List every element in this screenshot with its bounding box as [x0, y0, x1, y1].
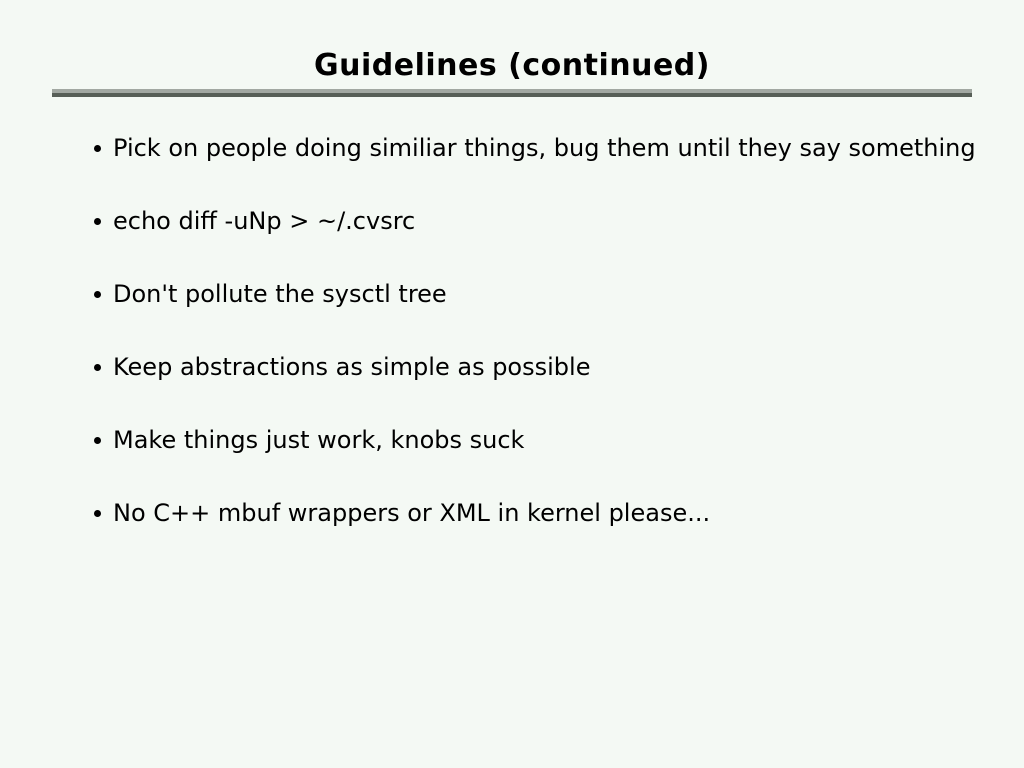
bullet-text: Make things just work, knobs suck: [113, 426, 525, 454]
list-item: [94, 427, 994, 454]
bullet-icon: [94, 291, 101, 298]
list-item: [94, 500, 994, 527]
list-item: [94, 281, 994, 308]
bullet-icon: [94, 145, 101, 152]
bullet-text: echo diff -uNp > ~/.cvsrc: [113, 207, 416, 235]
bullet-icon: [94, 510, 101, 517]
bullet-text: Don't pollute the sysctl tree: [113, 280, 447, 308]
list-item: [94, 135, 994, 162]
list-item: [94, 208, 994, 235]
bullet-icon: [94, 218, 101, 225]
list-item: [94, 354, 994, 381]
title-divider-rule: [52, 89, 972, 97]
page-title: Guidelines (continued): [314, 48, 710, 83]
bullet-text: No C++ mbuf wrappers or XML in kernel please...: [113, 499, 711, 527]
bullet-icon: [94, 437, 101, 444]
bullet-icon: [94, 364, 101, 371]
bullet-list: [94, 135, 994, 573]
bullet-text: Keep abstractions as simple as possible: [113, 353, 591, 381]
bullet-text: Pick on people doing similiar things, bug them until they say something: [113, 134, 976, 162]
